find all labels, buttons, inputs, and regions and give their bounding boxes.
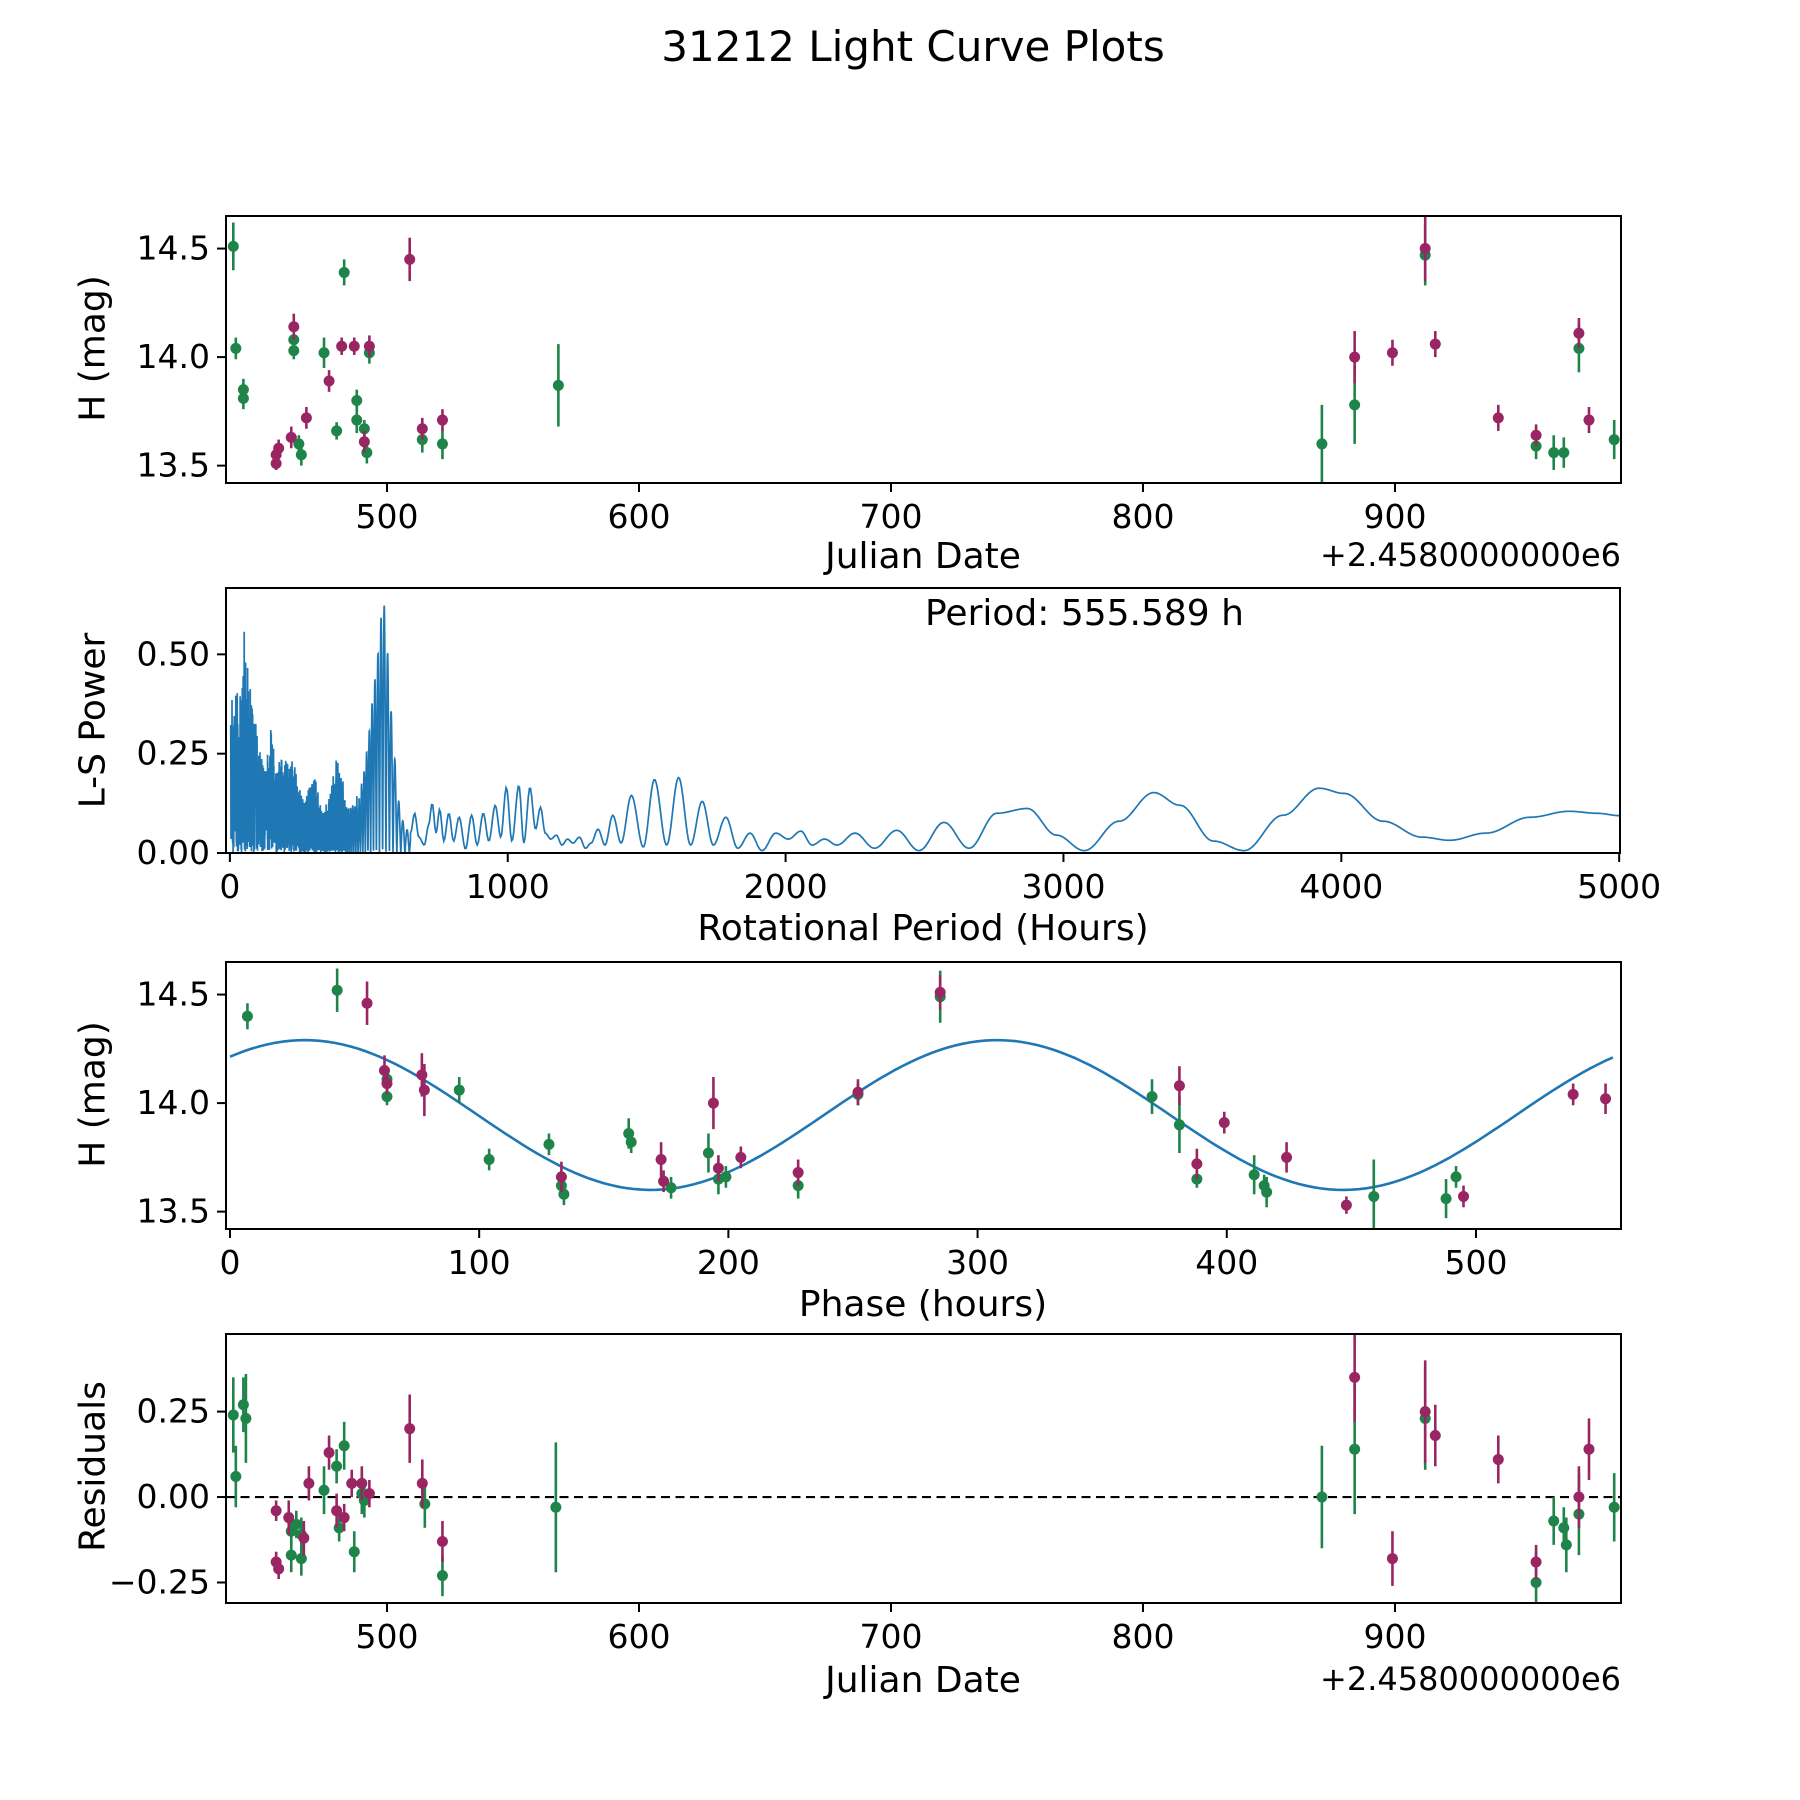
x-axis-offset-top: +2.4580000000e6	[1320, 536, 1621, 574]
data-point	[1573, 1492, 1584, 1503]
data-point	[1600, 1093, 1611, 1104]
data-point	[361, 447, 372, 458]
x-tick-label: 300	[946, 1243, 1010, 1282]
data-point	[303, 1478, 314, 1489]
data-point	[346, 1478, 357, 1489]
data-point	[1583, 415, 1594, 426]
data-point	[1493, 412, 1504, 423]
data-point	[1349, 352, 1360, 363]
data-point	[331, 425, 342, 436]
data-point	[362, 998, 373, 1009]
data-point	[626, 1137, 637, 1148]
periodogram-curve	[231, 606, 1620, 853]
data-point	[419, 1498, 430, 1509]
data-point	[288, 321, 299, 332]
data-point	[1174, 1119, 1185, 1130]
data-point	[708, 1098, 719, 1109]
data-point	[238, 1399, 249, 1410]
scatter-series	[271, 216, 1595, 470]
data-point	[720, 1171, 731, 1182]
data-point	[1191, 1158, 1202, 1169]
data-point	[1249, 1169, 1260, 1180]
data-point	[437, 1570, 448, 1581]
data-point	[1420, 1406, 1431, 1417]
scatter-series	[362, 975, 1612, 1214]
y-tick-label: 14.0	[136, 1083, 210, 1123]
data-point	[419, 1085, 430, 1096]
y-axis-label-residuals: Residuals	[72, 1381, 114, 1552]
phased-lightcurve-plot	[136, 962, 1621, 1282]
x-tick-label: 2000	[743, 867, 828, 906]
x-tick-label: 500	[355, 497, 419, 536]
axes-spines	[226, 962, 1621, 1229]
data-point	[230, 1471, 241, 1482]
y-tick-label: 14.0	[136, 337, 210, 377]
data-point	[1281, 1152, 1292, 1163]
plot-area	[230, 969, 1613, 1234]
data-point	[381, 1078, 392, 1089]
data-point	[1349, 1444, 1360, 1455]
data-point	[379, 1065, 390, 1076]
data-point	[240, 1413, 251, 1424]
data-point	[228, 241, 239, 252]
data-point	[1451, 1171, 1462, 1182]
x-tick-label: 800	[1111, 1617, 1175, 1656]
axes-spines	[226, 1334, 1621, 1603]
axes-spines	[226, 216, 1621, 483]
data-point	[543, 1139, 554, 1150]
data-point	[1219, 1117, 1230, 1128]
x-axis-label-rotational-period: Rotational Period (Hours)	[697, 908, 1149, 949]
data-point	[339, 1440, 350, 1451]
data-point	[713, 1163, 724, 1174]
x-axis-label-julian-date-bottom: Julian Date	[825, 1660, 1021, 1701]
data-point	[558, 1189, 569, 1200]
x-tick-label: 600	[607, 1617, 671, 1656]
data-point	[364, 1488, 375, 1499]
data-point	[1531, 1556, 1542, 1567]
data-point	[356, 1478, 367, 1489]
x-tick-label: 0	[219, 867, 241, 906]
y-tick-label: 13.5	[136, 445, 210, 485]
data-point	[404, 254, 415, 265]
x-tick-label: 1000	[465, 867, 550, 906]
data-point	[286, 432, 297, 443]
data-point	[1430, 339, 1441, 350]
data-point	[1583, 1444, 1594, 1455]
data-point	[301, 412, 312, 423]
x-tick-label: 700	[859, 497, 923, 536]
data-point	[656, 1154, 667, 1165]
data-point	[230, 343, 241, 354]
data-point	[735, 1152, 746, 1163]
plot-area	[228, 216, 1620, 483]
data-point	[286, 1550, 297, 1561]
data-point	[324, 1447, 335, 1458]
data-point	[1548, 1515, 1559, 1526]
data-point	[1531, 430, 1542, 441]
data-point	[332, 985, 343, 996]
data-point	[1548, 447, 1559, 458]
data-point	[1341, 1200, 1352, 1211]
data-point	[283, 1512, 294, 1523]
period-annotation: Period: 555.589 h	[925, 593, 1244, 634]
data-point	[1561, 1539, 1572, 1550]
data-point	[242, 1011, 253, 1022]
data-point	[228, 1410, 239, 1421]
data-point	[1573, 328, 1584, 339]
x-tick-label: 5000	[1577, 867, 1662, 906]
data-point	[273, 443, 284, 454]
scatter-series	[228, 1367, 1620, 1613]
x-tick-label: 400	[1195, 1243, 1259, 1282]
data-point	[1316, 1492, 1327, 1503]
x-tick-label: 900	[1363, 1617, 1427, 1656]
y-tick-label: −0.25	[108, 1562, 210, 1602]
data-point	[1558, 1522, 1569, 1533]
y-tick-label: 0.00	[136, 833, 210, 872]
data-point	[296, 449, 307, 460]
y-tick-label: 13.5	[136, 1191, 210, 1231]
data-point	[339, 267, 350, 278]
data-point	[359, 436, 370, 447]
data-point	[331, 1461, 342, 1472]
plot-area	[226, 1333, 1621, 1613]
data-point	[349, 341, 360, 352]
data-point	[1458, 1191, 1469, 1202]
x-tick-label: 900	[1363, 497, 1427, 536]
x-tick-label: 100	[447, 1243, 511, 1282]
data-point	[298, 1533, 309, 1544]
data-point	[417, 423, 428, 434]
sine-fit-curve	[230, 1040, 1613, 1190]
data-point	[1609, 434, 1620, 445]
data-point	[339, 1512, 350, 1523]
x-tick-label: 4000	[1299, 867, 1384, 906]
y-axis-label-ls-power: L-S Power	[72, 632, 114, 809]
data-point	[1349, 399, 1360, 410]
x-axis-offset-bottom: +2.4580000000e6	[1320, 1660, 1621, 1698]
axes-spines	[226, 588, 1620, 853]
y-axis-label-h-mag-phase: H (mag)	[72, 1021, 114, 1168]
data-point	[454, 1085, 465, 1096]
data-point	[1493, 1454, 1504, 1465]
data-point	[238, 393, 249, 404]
data-point	[364, 341, 375, 352]
data-point	[288, 345, 299, 356]
periodogram-plot	[136, 588, 1662, 906]
data-point	[349, 1546, 360, 1557]
residuals-plot	[108, 1334, 1621, 1656]
x-tick-label: 0	[219, 1243, 241, 1282]
data-point	[1261, 1187, 1272, 1198]
data-point	[319, 1485, 330, 1496]
data-point	[1387, 1553, 1398, 1564]
x-tick-label: 700	[859, 1617, 923, 1656]
data-point	[271, 1505, 282, 1516]
data-point	[556, 1171, 567, 1182]
data-point	[1349, 1372, 1360, 1383]
data-point	[404, 1423, 415, 1434]
x-tick-label: 500	[1444, 1243, 1508, 1282]
data-point	[437, 1536, 448, 1547]
data-point	[1387, 347, 1398, 358]
y-tick-label: 0.25	[136, 733, 210, 773]
data-point	[1430, 1430, 1441, 1441]
data-point	[793, 1167, 804, 1178]
data-point	[935, 987, 946, 998]
data-point	[351, 395, 362, 406]
y-axis-label-h-mag-top: H (mag)	[72, 275, 114, 422]
data-point	[296, 1553, 307, 1564]
y-tick-label: 14.5	[136, 974, 210, 1014]
data-point	[1368, 1191, 1379, 1202]
data-point	[351, 415, 362, 426]
x-tick-label: 3000	[1021, 867, 1106, 906]
x-axis-label-julian-date-top: Julian Date	[825, 536, 1021, 577]
jd-lightcurve-plot	[136, 216, 1621, 536]
data-point	[319, 347, 330, 358]
x-tick-label: 600	[607, 497, 671, 536]
data-point	[658, 1176, 669, 1187]
data-point	[416, 1069, 427, 1080]
data-point	[550, 1502, 561, 1513]
data-point	[1174, 1080, 1185, 1091]
data-point	[437, 438, 448, 449]
plot-area	[231, 606, 1620, 853]
data-point	[553, 380, 564, 391]
data-point	[1558, 447, 1569, 458]
data-point	[336, 341, 347, 352]
data-point	[703, 1148, 714, 1159]
figure-title: 31212 Light Curve Plots	[661, 22, 1165, 71]
x-tick-label: 800	[1111, 497, 1175, 536]
x-tick-label: 500	[355, 1617, 419, 1656]
data-point	[1609, 1502, 1620, 1513]
data-point	[324, 375, 335, 386]
data-point	[1147, 1091, 1158, 1102]
data-point	[484, 1154, 495, 1165]
data-point	[852, 1087, 863, 1098]
data-point	[417, 1478, 428, 1489]
x-axis-label-phase: Phase (hours)	[798, 1284, 1048, 1325]
data-point	[1441, 1193, 1452, 1204]
data-point	[437, 415, 448, 426]
data-point	[273, 1563, 284, 1574]
y-tick-label: 0.50	[136, 634, 210, 674]
y-tick-label: 14.5	[136, 228, 210, 268]
data-point	[1316, 438, 1327, 449]
y-tick-label: 0.25	[136, 1391, 210, 1431]
y-tick-label: 0.00	[136, 1477, 210, 1517]
x-tick-label: 200	[696, 1243, 760, 1282]
scatter-series	[271, 1333, 1595, 1586]
data-point	[1420, 243, 1431, 254]
data-point	[1568, 1089, 1579, 1100]
scatter-series	[228, 223, 1620, 483]
